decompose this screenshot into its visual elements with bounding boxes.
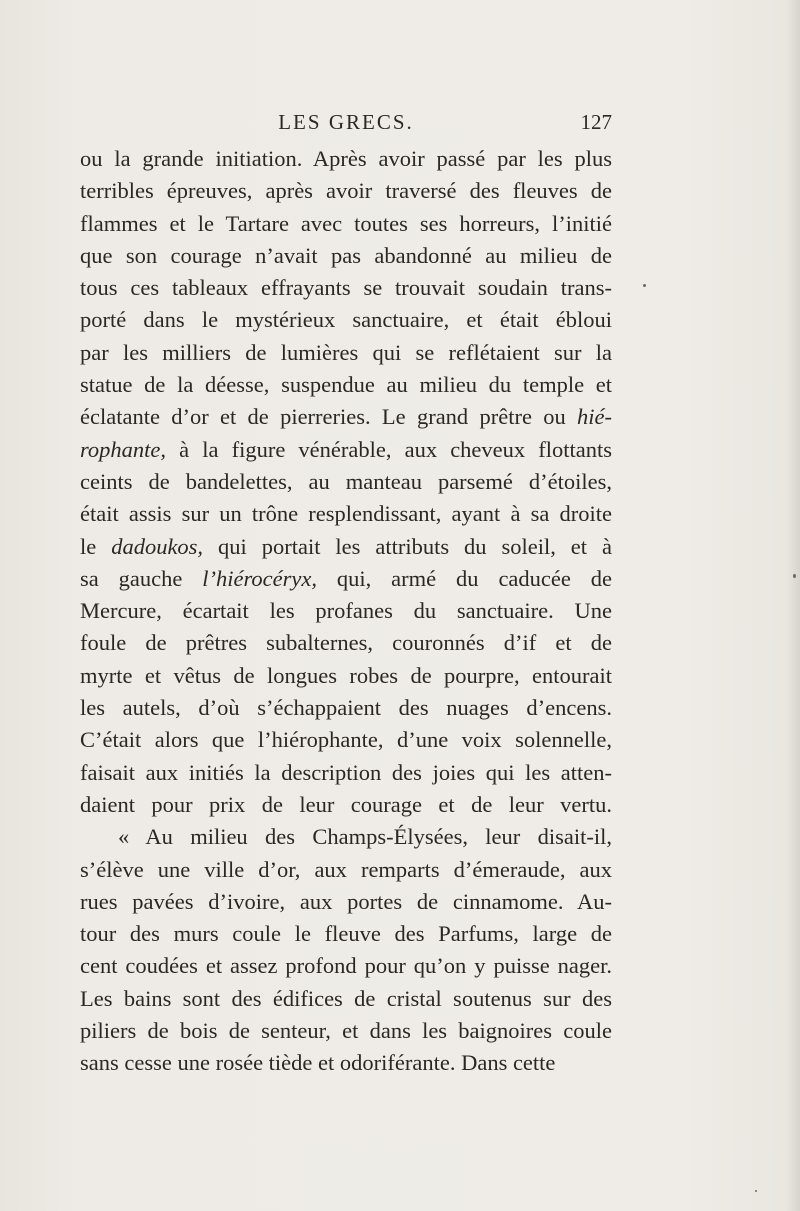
running-head: LES GRECS. <box>278 110 414 134</box>
text-line <box>80 240 612 272</box>
text-segment: porté dans le mystérieux sanctuaire, et était ébloui <box>80 307 612 333</box>
text-segment: rues pavées d’ivoire, aux portes de cinnamome. Au- <box>80 888 612 914</box>
text-line <box>80 983 612 1015</box>
page-number: 127 <box>580 110 612 134</box>
text-segment: ou la grande initiation. Après avoir passé par les plus <box>80 146 612 171</box>
text-line <box>80 660 612 692</box>
text-segment: « Au milieu des Champs-Élysées, leur disait-il, <box>118 824 612 850</box>
body-text <box>80 143 612 1080</box>
text-line <box>80 789 612 821</box>
text-line <box>80 466 612 498</box>
text-line <box>80 401 612 433</box>
text-line <box>80 143 612 175</box>
text-segment: le <box>80 533 112 559</box>
page-edge-shadow <box>786 0 800 1211</box>
text-segment: faisait aux initiés la description des joies qui les atten- <box>80 759 612 785</box>
italic-term: dadoukos, <box>111 533 204 559</box>
text-segment: myrte et vêtus de longues robes de pourpre, entourait <box>80 662 612 688</box>
text-line <box>80 272 612 304</box>
text-segment: les autels, d’où s’échappaient des nuages d’encens. <box>80 695 612 721</box>
text-segment: sans cesse une rosée tiède et odoriférante. Dans cette <box>80 1050 556 1076</box>
text-segment: ceints de bandelettes, au manteau parsemé d’étoiles, <box>80 468 612 494</box>
text-segment: à la figure vénérable, aux cheveux flottants <box>166 436 612 462</box>
text-line <box>80 563 612 595</box>
text-segment: que son courage n’avait pas abandonné au milieu de <box>80 242 612 268</box>
paper-speck <box>793 574 796 578</box>
text-segment: flammes et le Tartare avec toutes ses horreurs, l’initié <box>80 210 612 236</box>
text-line <box>80 498 612 530</box>
text-line <box>80 886 612 918</box>
text-line <box>80 627 612 659</box>
text-line <box>80 724 612 756</box>
paper-speck <box>755 1190 757 1192</box>
text-segment: tous ces tableaux effrayants se trouvait soudain trans- <box>80 275 612 301</box>
text-segment: terribles épreuves, après avoir traversé des fleuves de <box>80 178 612 204</box>
text-segment: par les milliers de lumières qui se reflétaient sur la <box>80 339 612 365</box>
text-line <box>80 175 612 207</box>
text-segment: éclatante d’or et de pierreries. Le grand prêtre ou <box>80 404 578 430</box>
text-segment: était assis sur un trône resplendissant, ayant à sa droite <box>80 501 612 527</box>
text-segment: C’était alors que l’hiérophante, d’une voix solennelle, <box>80 727 612 753</box>
text-segment: foule de prêtres subalternes, couronnés d’if et de <box>80 630 612 656</box>
text-line <box>80 918 612 950</box>
text-line <box>80 208 612 240</box>
text-line <box>80 337 612 369</box>
text-segment: Les bains sont des édifices de cristal soutenus sur des <box>80 985 612 1011</box>
text-segment: Mercure, écartait les profanes du sanctuaire. Une <box>80 598 612 624</box>
text-segment: piliers de bois de senteur, et dans les baignoires coule <box>80 1018 612 1044</box>
text-line <box>80 692 612 724</box>
text-segment: cent coudées et assez profond pour qu’on y puisse nager. <box>80 953 612 979</box>
text-line <box>80 434 612 466</box>
italic-term: hié- <box>577 404 612 430</box>
text-line <box>80 757 612 789</box>
text-segment: qui portait les attributs du soleil, et à <box>203 533 612 559</box>
text-segment: tour des murs coule le fleuve des Parfums, large de <box>80 921 612 947</box>
text-segment: s’élève une ville d’or, aux remparts d’émeraude, aux <box>80 856 612 882</box>
text-line <box>80 821 612 853</box>
text-segment: statue de la déesse, suspendue au milieu du temple et <box>80 372 612 398</box>
text-line <box>80 1047 612 1079</box>
text-segment: qui, armé du caducée de <box>317 565 613 591</box>
text-line <box>80 369 612 401</box>
paper-speck <box>643 284 646 287</box>
text-line <box>80 304 612 336</box>
text-line <box>80 854 612 886</box>
text-segment: daient pour prix de leur courage et de leur vertu. <box>80 791 612 817</box>
text-segment: sa gauche <box>80 565 203 591</box>
italic-term: l’hiérocéryx, <box>202 565 317 591</box>
text-line <box>80 595 612 627</box>
page-header <box>80 108 612 138</box>
italic-term: rophante, <box>80 436 167 462</box>
text-line <box>80 1015 612 1047</box>
text-line <box>80 950 612 982</box>
text-line <box>80 531 612 563</box>
